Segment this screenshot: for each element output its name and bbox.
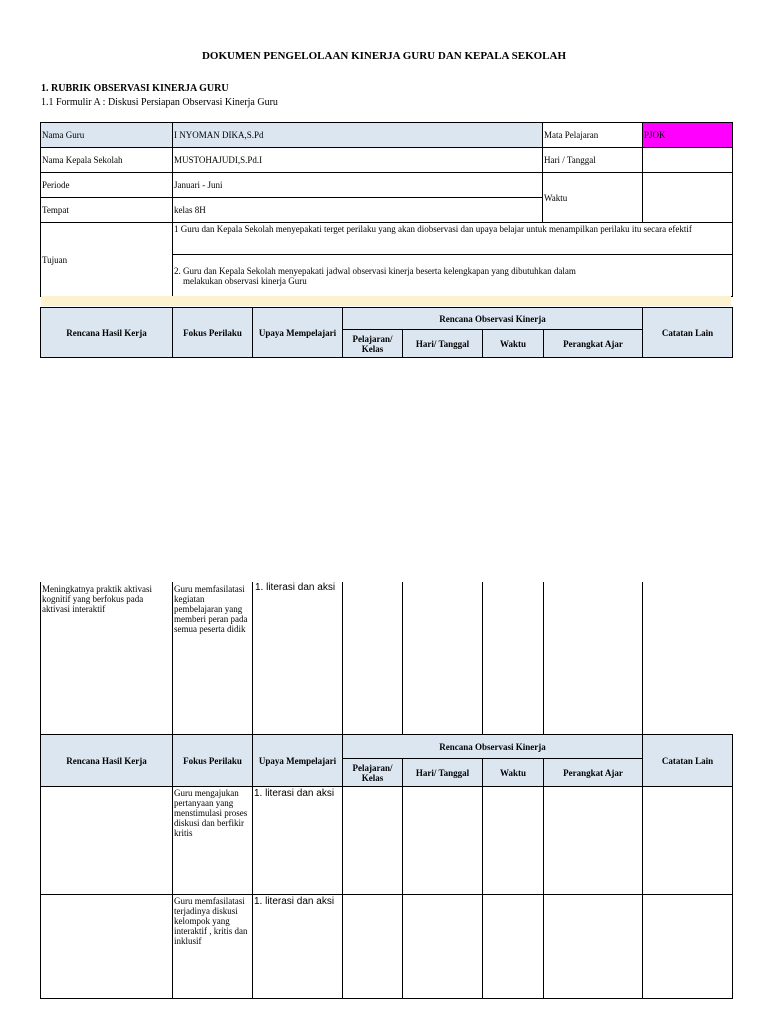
header2-rhk: Rencana Hasil Kerja [41, 735, 173, 787]
row1-line-g [543, 582, 544, 734]
row2-upaya: 1. literasi dan aksi [253, 787, 343, 895]
row2-pelajaran [343, 787, 403, 895]
header-hari: Hari/ Tanggal [403, 330, 483, 358]
document-title: DOKUMEN PENGELOLAAN KINERJA GURU DAN KEPALA SEKOLAH [201, 50, 567, 62]
row3-catatan [643, 895, 733, 999]
plan-header-table-1 [40, 307, 733, 358]
header-pelajaran-line-1: Pelajaran/ [352, 333, 393, 344]
header2-pelajaran [343, 759, 403, 787]
row3-fokus: Guru memfasilatasi terjadinya diskusi kelompok yang interaktif , kritis dan inklusif [173, 895, 253, 999]
header-pelajaran [343, 330, 403, 358]
row1-line-a [40, 582, 41, 734]
kepsek-value: MUSTOHAJUDI,S.Pd.I [173, 148, 543, 173]
row1-rhk: Meningkatnya praktik aktivasi kognitif yang berfokus pada aktivasi interaktif [42, 584, 152, 614]
periode-label: Periode [41, 173, 173, 198]
plan-table-2 [40, 734, 733, 999]
nama-guru-value: I NYOMAN DIKA,S.Pd [173, 123, 543, 148]
row1-line-f [482, 582, 483, 734]
nama-guru-label: Nama Guru [41, 123, 173, 148]
header2-perangkat: Perangkat Ajar [544, 759, 643, 787]
header-catatan: Catatan Lain [643, 308, 733, 358]
row2-perangkat [544, 787, 643, 895]
section-heading: 1. RUBRIK OBSERVASI KINERJA GURU [41, 83, 229, 94]
row1-line-e [402, 582, 403, 734]
header-upaya: Upaya Mempelajari [253, 308, 343, 358]
row3-hari [403, 895, 483, 999]
waktu-label: Waktu [543, 173, 643, 223]
header2-rencana: Rencana Observasi Kinerja [343, 735, 643, 759]
row1-line-b [172, 582, 173, 734]
info-table [40, 122, 733, 297]
mapel-value: PJOK [643, 123, 733, 148]
row3-rhk [41, 895, 173, 999]
header-waktu: Waktu [483, 330, 544, 358]
mapel-label: Mata Pelajaran [543, 123, 643, 148]
row2-fokus: Guru mengajukan pertanyaan yang menstimulasi proses diskusi dan berfikir kritis [173, 787, 253, 895]
periode-value: Januari - Juni [173, 173, 543, 198]
header2-hari: Hari/ Tanggal [403, 759, 483, 787]
row1-line-h [642, 582, 643, 734]
tujuan-label: Tujuan [41, 223, 173, 297]
tujuan-item-2 [173, 255, 733, 297]
header-rencana: Rencana Observasi Kinerja [343, 308, 643, 330]
subsection-heading: 1.1 Formulir A : Diskusi Persiapan Observasi Kinerja Guru [41, 97, 278, 108]
row1-fokus: Guru memfasilatasi kegiatan pembelajaran yang memberi peran pada semua peserta didik [174, 584, 248, 634]
row1-upaya: 1. literasi dan aksi [255, 582, 336, 593]
header2-upaya: Upaya Mempelajari [253, 735, 343, 787]
waktu-value [643, 173, 733, 223]
row1-line-c [252, 582, 253, 734]
header2-fokus: Fokus Perilaku [173, 735, 253, 787]
row2-rhk [41, 787, 173, 895]
header-perangkat: Perangkat Ajar [544, 330, 643, 358]
header2-waktu: Waktu [483, 759, 544, 787]
row1-line-d [342, 582, 343, 734]
header2-pelajaran-line-2: Kelas [361, 772, 384, 783]
row3-upaya: 1. literasi dan aksi [253, 895, 343, 999]
row2-waktu [483, 787, 544, 895]
row2-catatan [643, 787, 733, 895]
tempat-label: Tempat [41, 198, 173, 223]
row3-perangkat [544, 895, 643, 999]
kepsek-label: Nama Kepala Sekolah [41, 148, 173, 173]
header-pelajaran-line-2: Kelas [361, 343, 384, 354]
hari-value [643, 148, 733, 173]
header-rhk: Rencana Hasil Kerja [41, 308, 173, 358]
tujuan-item-2-line-1: 2. Guru dan Kepala Sekolah menyepakati jadwal observasi kinerja beserta kelengkapan yang dibutuhkan dalam [174, 265, 576, 276]
tujuan-item-2-line-2: melakukan observasi kinerja Guru [183, 275, 307, 286]
hari-label: Hari / Tanggal [543, 148, 643, 173]
row2-hari [403, 787, 483, 895]
header2-catatan: Catatan Lain [643, 735, 733, 787]
row3-waktu [483, 895, 544, 999]
separator-band [41, 296, 731, 306]
tempat-value: kelas 8H [173, 198, 543, 223]
tujuan-item-1: 1 Guru dan Kepala Sekolah menyepakati terget perilaku yang akan diobservasi dan upaya belajar untuk menampilkan perilaku itu secara efektif [173, 223, 733, 255]
row3-pelajaran [343, 895, 403, 999]
header2-pelajaran-line-1: Pelajaran/ [352, 762, 393, 773]
header-fokus: Fokus Perilaku [173, 308, 253, 358]
